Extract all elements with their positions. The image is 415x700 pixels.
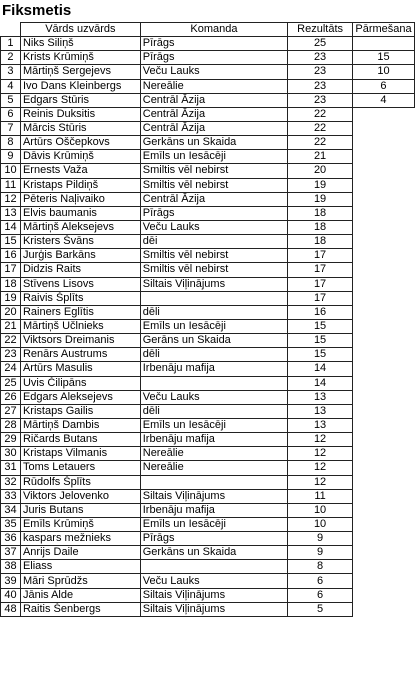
team-name: dēli	[140, 404, 287, 418]
result-value: 23	[288, 93, 353, 107]
row-number: 24	[1, 362, 21, 376]
team-name: Siltais Viļinājums	[140, 602, 287, 616]
result-value: 6	[288, 574, 353, 588]
result-value: 15	[288, 319, 353, 333]
bonus-value	[352, 447, 414, 461]
bonus-value	[352, 489, 414, 503]
team-name: Emīls un Iesācēji	[140, 418, 287, 432]
row-number: 23	[1, 348, 21, 362]
bonus-value	[352, 164, 414, 178]
player-name: Viktors Jelovenko	[20, 489, 140, 503]
bonus-value: 6	[352, 79, 414, 93]
player-name: Kristaps Gailis	[20, 404, 140, 418]
player-name: Ernests Važa	[20, 164, 140, 178]
result-value: 9	[288, 532, 353, 546]
row-number: 25	[1, 376, 21, 390]
table-row	[1, 560, 415, 574]
row-number: 12	[1, 192, 21, 206]
team-name: Emīls un Iesācēji	[140, 517, 287, 531]
row-number: 15	[1, 235, 21, 249]
bonus-value	[352, 546, 414, 560]
team-name: Centrāl Āzija	[140, 121, 287, 135]
player-name: Ričards Butans	[20, 433, 140, 447]
row-number: 22	[1, 334, 21, 348]
player-name: Edgars Aleksejevs	[20, 390, 140, 404]
player-name: kaspars mežnieks	[20, 532, 140, 546]
team-name: Pīrāgs	[140, 51, 287, 65]
result-value: 22	[288, 107, 353, 121]
team-name: Veču Lauks	[140, 574, 287, 588]
bonus-value	[352, 574, 414, 588]
player-name: Viktsors Dreimanis	[20, 334, 140, 348]
table-row	[1, 51, 415, 65]
player-name: Rainers Eglītis	[20, 305, 140, 319]
result-value: 17	[288, 263, 353, 277]
result-value: 17	[288, 277, 353, 291]
result-value: 13	[288, 390, 353, 404]
result-value: 15	[288, 334, 353, 348]
result-value: 9	[288, 546, 353, 560]
bonus-value	[352, 220, 414, 234]
bonus-value	[352, 249, 414, 263]
results-table	[0, 22, 415, 617]
player-name: Elvis baumanis	[20, 206, 140, 220]
player-name: Didzis Raits	[20, 263, 140, 277]
row-number: 2	[1, 51, 21, 65]
bonus-value	[352, 475, 414, 489]
table-row	[1, 263, 415, 277]
player-name: Raitis Šenbergs	[20, 602, 140, 616]
team-name: Emīls un Iesācēji	[140, 150, 287, 164]
player-name: Mārcis Stūris	[20, 121, 140, 135]
player-name: Emīls Krūmiņš	[20, 517, 140, 531]
player-name: Mārtiņš Sergejevs	[20, 65, 140, 79]
bonus-value	[352, 263, 414, 277]
player-name: Raivis Šplīts	[20, 291, 140, 305]
team-name: Pīrāgs	[140, 37, 287, 51]
team-name: Siltais Viļinājums	[140, 588, 287, 602]
bonus-value	[352, 376, 414, 390]
bonus-value	[352, 136, 414, 150]
header-bonus: Pārmešana	[352, 23, 414, 37]
row-number: 3	[1, 65, 21, 79]
bonus-value	[352, 107, 414, 121]
team-name	[140, 376, 287, 390]
result-value: 17	[288, 249, 353, 263]
team-name: Veču Lauks	[140, 390, 287, 404]
player-name: Artūrs Oščepkovs	[20, 136, 140, 150]
player-name: Stīvens Lisovs	[20, 277, 140, 291]
result-value: 14	[288, 376, 353, 390]
table-row	[1, 150, 415, 164]
player-name: Māri Sprūdžs	[20, 574, 140, 588]
header-name: Vārds uzvārds	[20, 23, 140, 37]
team-name: Veču Lauks	[140, 65, 287, 79]
team-name: Gerkāns un Skaida	[140, 546, 287, 560]
table-row	[1, 348, 415, 362]
result-value: 10	[288, 517, 353, 531]
sheet-title: Fiksmetis	[2, 2, 72, 19]
bonus-value	[352, 277, 414, 291]
team-name: Smiltis vēl nebirst	[140, 263, 287, 277]
row-number: 32	[1, 475, 21, 489]
player-name: Kristaps Vilmanis	[20, 447, 140, 461]
player-name: Jānis Alde	[20, 588, 140, 602]
bonus-value	[352, 560, 414, 574]
player-name: Renārs Austrums	[20, 348, 140, 362]
team-name	[140, 560, 287, 574]
header-result: Rezultāts	[288, 23, 353, 37]
player-name: Kristaps Pildiņš	[20, 178, 140, 192]
result-value: 13	[288, 404, 353, 418]
row-number: 7	[1, 121, 21, 135]
bonus-value	[352, 503, 414, 517]
result-value: 12	[288, 475, 353, 489]
result-value: 14	[288, 362, 353, 376]
team-name: dēli	[140, 305, 287, 319]
row-number: 18	[1, 277, 21, 291]
result-value: 22	[288, 121, 353, 135]
result-value: 12	[288, 447, 353, 461]
table-row	[1, 178, 415, 192]
result-value: 13	[288, 418, 353, 432]
team-name: Centrāl Āzija	[140, 107, 287, 121]
result-value: 11	[288, 489, 353, 503]
row-number: 9	[1, 150, 21, 164]
result-value: 18	[288, 235, 353, 249]
player-name: Reinis Duksitis	[20, 107, 140, 121]
result-value: 8	[288, 560, 353, 574]
table-row	[1, 79, 415, 93]
bonus-value	[352, 178, 414, 192]
bonus-value	[352, 206, 414, 220]
team-name	[140, 475, 287, 489]
team-name: dēi	[140, 235, 287, 249]
table-row	[1, 489, 415, 503]
row-number: 35	[1, 517, 21, 531]
player-name: Krists Krūmiņš	[20, 51, 140, 65]
bonus-value	[352, 517, 414, 531]
table-row	[1, 107, 415, 121]
bonus-value	[352, 461, 414, 475]
team-name: Gerkāns un Skaida	[140, 136, 287, 150]
bonus-value	[352, 334, 414, 348]
team-name: Siltais Viļinājums	[140, 277, 287, 291]
row-number: 8	[1, 136, 21, 150]
player-name: Juris Butans	[20, 503, 140, 517]
row-number: 40	[1, 588, 21, 602]
row-number: 38	[1, 560, 21, 574]
row-number: 14	[1, 220, 21, 234]
row-number: 27	[1, 404, 21, 418]
table-row	[1, 121, 415, 135]
bonus-value	[352, 37, 414, 51]
result-value: 18	[288, 206, 353, 220]
team-name: Irbenāju mafija	[140, 433, 287, 447]
result-value: 17	[288, 291, 353, 305]
team-name: Irbenāju mafija	[140, 503, 287, 517]
bonus-value: 15	[352, 51, 414, 65]
row-number: 10	[1, 164, 21, 178]
table-row	[1, 192, 415, 206]
table-row	[1, 532, 415, 546]
bonus-value	[352, 404, 414, 418]
team-name: dēli	[140, 348, 287, 362]
result-value: 6	[288, 588, 353, 602]
player-name: Mārtiņš Aleksejevs	[20, 220, 140, 234]
result-value: 19	[288, 192, 353, 206]
table-row	[1, 305, 415, 319]
player-name: Eliass	[20, 560, 140, 574]
header-row	[1, 23, 415, 37]
result-value: 12	[288, 461, 353, 475]
result-value: 23	[288, 65, 353, 79]
player-name: Pēteris Naļivaiko	[20, 192, 140, 206]
table-row	[1, 546, 415, 560]
row-number: 31	[1, 461, 21, 475]
bonus-value	[352, 390, 414, 404]
row-number: 29	[1, 433, 21, 447]
team-name: Irbenāju mafija	[140, 362, 287, 376]
result-value: 12	[288, 433, 353, 447]
bonus-value	[352, 235, 414, 249]
row-number: 6	[1, 107, 21, 121]
bonus-value	[352, 121, 414, 135]
team-name: Smiltis vēl nebirst	[140, 249, 287, 263]
result-value: 10	[288, 503, 353, 517]
bonus-value	[352, 291, 414, 305]
bonus-value	[352, 433, 414, 447]
table-row	[1, 461, 415, 475]
bonus-value	[352, 418, 414, 432]
table-row	[1, 93, 415, 107]
row-number: 30	[1, 447, 21, 461]
result-value: 16	[288, 305, 353, 319]
table-row	[1, 376, 415, 390]
bonus-value	[352, 362, 414, 376]
table-row	[1, 206, 415, 220]
result-value: 23	[288, 79, 353, 93]
table-row	[1, 334, 415, 348]
table-row	[1, 503, 415, 517]
player-name: Artūrs Masulis	[20, 362, 140, 376]
table-row	[1, 517, 415, 531]
team-name: Smiltis vēl nebirst	[140, 164, 287, 178]
row-number: 39	[1, 574, 21, 588]
team-name: Veču Lauks	[140, 220, 287, 234]
team-name: Nereālie	[140, 79, 287, 93]
bonus-value	[352, 348, 414, 362]
table-row	[1, 220, 415, 234]
team-name: Smiltis vēl nebirst	[140, 178, 287, 192]
header-number-cell	[1, 23, 21, 37]
row-number: 4	[1, 79, 21, 93]
table-row	[1, 390, 415, 404]
row-number: 17	[1, 263, 21, 277]
table-row	[1, 164, 415, 178]
result-value: 25	[288, 37, 353, 51]
table-row	[1, 362, 415, 376]
player-name: Kristers Švāns	[20, 235, 140, 249]
row-number: 26	[1, 390, 21, 404]
table-row	[1, 602, 415, 616]
results-table-body	[1, 23, 415, 617]
team-name: Centrāl Āzija	[140, 192, 287, 206]
bonus-value	[352, 588, 414, 602]
team-name: Centrāl Āzija	[140, 93, 287, 107]
player-name: Niks Siliņš	[20, 37, 140, 51]
row-number: 36	[1, 532, 21, 546]
table-row	[1, 475, 415, 489]
table-row	[1, 319, 415, 333]
row-number: 21	[1, 319, 21, 333]
team-name	[140, 291, 287, 305]
table-row	[1, 433, 415, 447]
player-name: Uvis Čilipāns	[20, 376, 140, 390]
bonus-value	[352, 192, 414, 206]
bonus-value	[352, 602, 414, 616]
row-number: 37	[1, 546, 21, 560]
table-row	[1, 136, 415, 150]
player-name: Jurģis Barkāns	[20, 249, 140, 263]
header-team: Komanda	[140, 23, 287, 37]
bonus-value	[352, 150, 414, 164]
result-value: 15	[288, 348, 353, 362]
player-name: Mārtiņš Učlnieks	[20, 319, 140, 333]
table-row	[1, 291, 415, 305]
result-value: 22	[288, 136, 353, 150]
team-name: Gerāns un Skaida	[140, 334, 287, 348]
player-name: Edgars Stūris	[20, 93, 140, 107]
row-number: 13	[1, 206, 21, 220]
row-number: 20	[1, 305, 21, 319]
player-name: Dāvis Krūmiņš	[20, 150, 140, 164]
row-number: 19	[1, 291, 21, 305]
result-value: 20	[288, 164, 353, 178]
player-name: Toms Letauers	[20, 461, 140, 475]
bonus-value	[352, 319, 414, 333]
table-row	[1, 588, 415, 602]
table-row	[1, 418, 415, 432]
row-number: 34	[1, 503, 21, 517]
table-row	[1, 235, 415, 249]
player-name: Mārtiņš Dambis	[20, 418, 140, 432]
bonus-value	[352, 532, 414, 546]
row-number: 28	[1, 418, 21, 432]
bonus-value: 10	[352, 65, 414, 79]
player-name: Anrijs Daile	[20, 546, 140, 560]
player-name: Ivo Dans Kleinbergs	[20, 79, 140, 93]
team-name: Siltais Viļinājums	[140, 489, 287, 503]
table-row	[1, 249, 415, 263]
result-value: 23	[288, 51, 353, 65]
team-name: Nereālie	[140, 461, 287, 475]
row-number: 33	[1, 489, 21, 503]
team-name: Emīls un Iesācēji	[140, 319, 287, 333]
team-name: Pīrāgs	[140, 532, 287, 546]
row-number: 16	[1, 249, 21, 263]
team-name: Nereālie	[140, 447, 287, 461]
result-value: 19	[288, 178, 353, 192]
result-value: 18	[288, 220, 353, 234]
table-row	[1, 37, 415, 51]
result-value: 21	[288, 150, 353, 164]
team-name: Pīrāgs	[140, 206, 287, 220]
row-number: 48	[1, 602, 21, 616]
row-number: 1	[1, 37, 21, 51]
row-number: 11	[1, 178, 21, 192]
table-row	[1, 404, 415, 418]
table-row	[1, 574, 415, 588]
player-name: Rūdolfs Šplīts	[20, 475, 140, 489]
result-value: 5	[288, 602, 353, 616]
table-row	[1, 447, 415, 461]
bonus-value	[352, 305, 414, 319]
bonus-value: 4	[352, 93, 414, 107]
row-number: 5	[1, 93, 21, 107]
table-row	[1, 65, 415, 79]
table-row	[1, 277, 415, 291]
